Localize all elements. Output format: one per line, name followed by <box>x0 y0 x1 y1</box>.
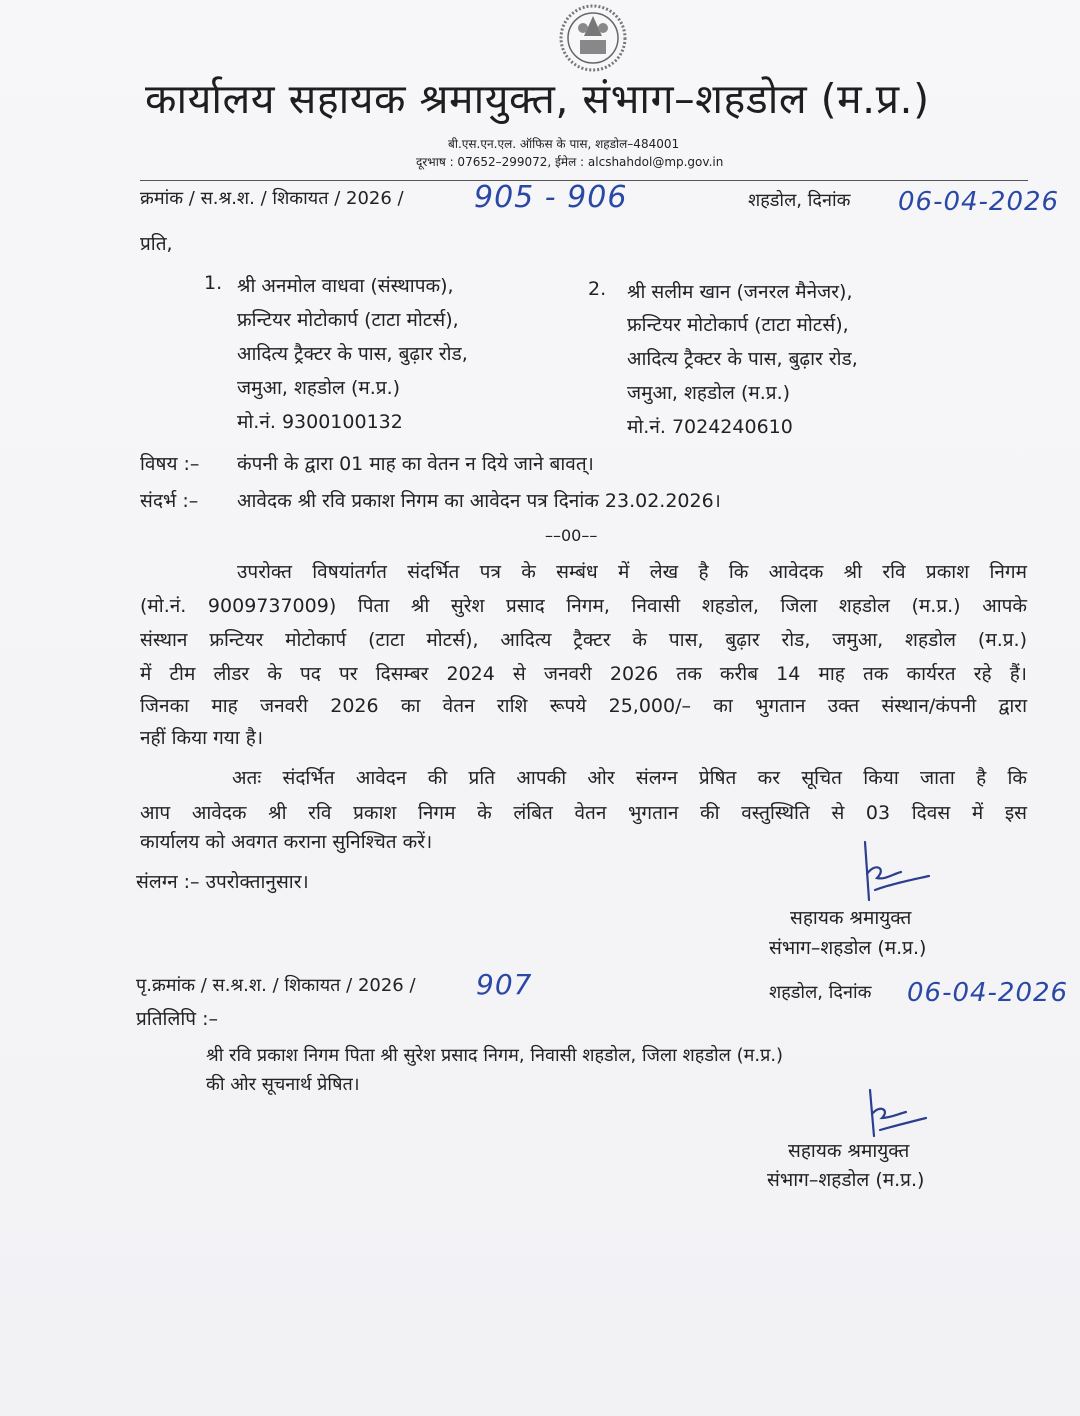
recipient-1-city: जमुआ, शहडोल (म.प्र.) <box>237 377 401 399</box>
office-address: बी.एस.एन.एल. ऑफिस के पास, शहडोल–484001 <box>448 137 680 151</box>
body-paragraph-2-line-2: आप आवेदक श्री रवि प्रकाश निगम के लंबित वेतन भुगतान की वस्तुस्थिति से 03 दिवस में इस <box>140 802 1027 824</box>
copy-recipient-line-2: की ओर सूचनार्थ प्रेषित। <box>206 1074 360 1095</box>
recipient-1-company: फ्रन्टियर मोटोकार्प (टाटा मोटर्स), <box>237 309 459 331</box>
recipient-1-number: 1. <box>204 272 223 294</box>
copy-date-handwritten: 06-04-2026 <box>907 978 1069 1008</box>
subject-text: कंपनी के द्वारा 01 माह का वेतन न दिये जाने बावत्। <box>237 453 594 475</box>
reference-number-prefix: क्रमांक / स.श्र.श. / शिकायत / 2026 / <box>140 188 404 209</box>
recipient-2-number: 2. <box>588 278 607 300</box>
reference-place-date-label: शहडोल, दिनांक <box>748 190 851 211</box>
body-paragraph-1-line-1: उपरोक्त विषयांतर्गत संदर्भित पत्र के सम्बंध में लेख है कि आवेदक श्री रवि प्रकाश निगम <box>237 561 1027 583</box>
body-paragraph-2-last: कार्यालय को अवगत कराना सुनिश्चित करें। <box>140 831 433 853</box>
body-paragraph-1-line-4: में टीम लीडर के पद पर दिसम्बर 2024 से जनवरी 2026 तक करीब 14 माह तक कार्यरत रहे हैं। <box>140 663 1027 685</box>
office-contact: दूरभाष : 07652–299072, ईमेल : alcshahdol@mp.gov.in <box>416 155 724 169</box>
recipient-2-city: जमुआ, शहडोल (म.प्र.) <box>627 382 791 404</box>
reference-date-handwritten: 06-04-2026 <box>898 187 1060 217</box>
copy-recipient-line-1: श्री रवि प्रकाश निगम पिता श्री सुरेश प्रसाद निगम, निवासी शहडोल, जिला शहडोल (म.प्र.) <box>206 1045 784 1066</box>
recipient-1-address: आदित्य ट्रैक्टर के पास, बुढ़ार रोड, <box>237 343 468 365</box>
recipient-2-address: आदित्य ट्रैक्टर के पास, बुढ़ार रोड, <box>627 348 858 370</box>
signatory-designation: सहायक श्रमायुक्त <box>790 907 912 929</box>
body-paragraph-1-line-5: जिनका माह जनवरी 2026 का वेतन राशि रूपये 25,000/– का भुगतान उक्त संस्थान/कंपनी द्वारा <box>140 695 1027 717</box>
recipient-2-name: श्री सलीम खान (जनरल मैनेजर), <box>627 281 853 303</box>
body-paragraph-2-line-1: अतः संदर्भित आवेदन की प्रति आपकी ओर संलग्न प्रेषित कर सूचित किया जाता है कि <box>232 767 1027 789</box>
state-emblem-icon <box>550 2 636 72</box>
recipient-1-name: श्री अनमोल वाधवा (संस्थापक), <box>237 275 454 297</box>
copy-place-date-label: शहडोल, दिनांक <box>769 982 872 1003</box>
to-label: प्रति, <box>140 233 173 255</box>
signature-mark-copy <box>862 1088 932 1144</box>
office-title: कार्यालय सहायक श्रमायुक्त, संभाग–शहडोल (म.प्र.) <box>145 75 930 123</box>
copy-signatory-division: संभाग–शहडोल (म.प्र.) <box>767 1169 925 1191</box>
signatory-division: संभाग–शहडोल (म.प्र.) <box>769 937 927 959</box>
reference-number-handwritten: 905 - 906 <box>474 180 628 215</box>
body-paragraph-1-line-2: (मो.नं. 9009737009) पिता श्री सुरेश प्रसाद निगम, निवासी शहडोल, जिला शहडोल (म.प्र.) आपके <box>140 595 1027 617</box>
body-paragraph-1-line-3: संस्थान फ्रन्टियर मोटोकार्प (टाटा मोटर्स), आदित्य ट्रैक्टर के पास, बुढ़ार रोड, जमुआ, शहडोल (म.प्र.) <box>140 629 1027 651</box>
section-separator: ––00–– <box>545 526 598 545</box>
subject-label: विषय :– <box>140 453 200 475</box>
recipient-1-mobile: मो.नं. 9300100132 <box>237 411 403 433</box>
copy-label: प्रतिलिपि :– <box>136 1008 219 1030</box>
signature-mark <box>855 840 935 910</box>
reference-text: आवेदक श्री रवि प्रकाश निगम का आवेदन पत्र दिनांक 23.02.2026। <box>237 490 721 512</box>
copy-number-prefix: पृ.क्रमांक / स.श्र.श. / शिकायत / 2026 / <box>136 975 416 996</box>
copy-number-handwritten: 907 <box>476 968 533 1001</box>
body-paragraph-1-last: नहीं किया गया है। <box>140 727 264 749</box>
reference-label: संदर्भ :– <box>140 490 199 512</box>
recipient-2-company: फ्रन्टियर मोटोकार्प (टाटा मोटर्स), <box>627 314 849 336</box>
copy-signatory-designation: सहायक श्रमायुक्त <box>788 1140 910 1162</box>
recipient-2-mobile: मो.नं. 7024240610 <box>627 416 793 438</box>
enclosure-note: संलग्न :– उपरोक्तानुसार। <box>136 871 309 893</box>
